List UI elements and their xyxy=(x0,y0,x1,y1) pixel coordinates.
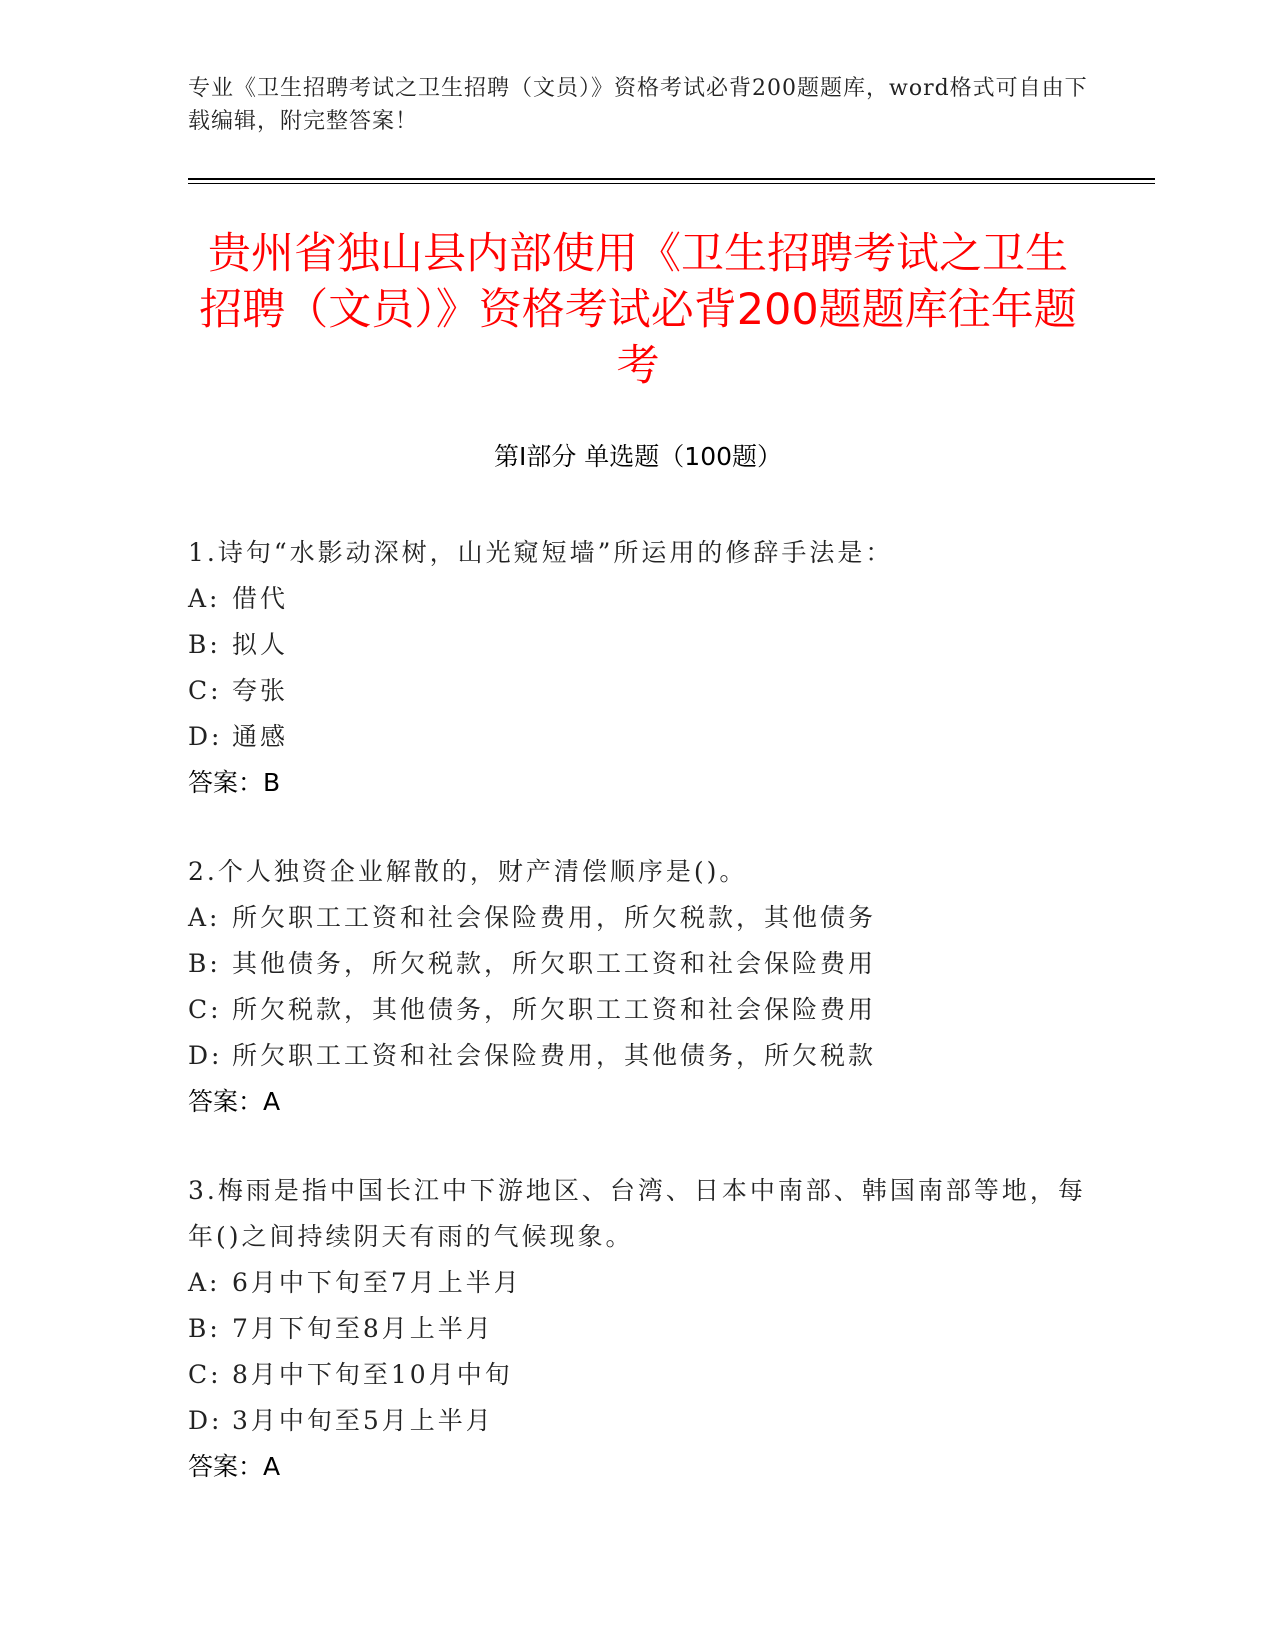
header-divider-thick xyxy=(188,178,1155,180)
option-a xyxy=(188,1260,1098,1306)
option-letter: D: xyxy=(188,722,223,751)
question-stem: 3.梅雨是指中国长江中下游地区、台湾、日本中南部、韩国南部等地，每年()之间持续阴天有雨的气候现象。 xyxy=(188,1176,1086,1251)
answer-line: 答案：A xyxy=(188,1087,281,1116)
option-text: 6月中下旬至7月上半月 xyxy=(232,1268,522,1297)
option-text: 3月中旬至5月上半月 xyxy=(232,1406,494,1435)
option-b xyxy=(188,622,1098,668)
option-a xyxy=(188,576,1098,622)
question-2 xyxy=(188,849,1098,1125)
question-stem: 1.诗句“水影动深树，山光窥短墙”所运用的修辞手法是： xyxy=(188,538,894,567)
option-text: 其他债务，所欠税款，所欠职工工资和社会保险费用 xyxy=(232,949,877,978)
option-letter: D: xyxy=(188,1041,223,1070)
option-text: 夸张 xyxy=(232,676,289,705)
option-letter: B: xyxy=(188,949,221,978)
option-letter: C: xyxy=(188,1360,222,1389)
answer-line: 答案：B xyxy=(188,768,281,797)
option-text: 所欠职工工资和社会保险费用，其他债务，所欠税款 xyxy=(232,1041,877,1070)
option-text: 借代 xyxy=(232,584,289,613)
question-stem: 2.个人独资企业解散的，财产清偿顺序是()。 xyxy=(188,857,748,886)
option-letter: D: xyxy=(188,1406,223,1435)
option-b xyxy=(188,941,1098,987)
option-letter: C: xyxy=(188,995,222,1024)
option-letter: C: xyxy=(188,676,222,705)
question-3 xyxy=(188,1168,1098,1490)
answer-line: 答案：A xyxy=(188,1452,281,1481)
question-list xyxy=(188,530,1098,1533)
option-d xyxy=(188,1033,1098,1079)
option-text: 8月中下旬至10月中旬 xyxy=(232,1360,513,1389)
option-letter: A: xyxy=(188,1268,221,1297)
option-d xyxy=(188,1398,1098,1444)
option-a xyxy=(188,895,1098,941)
option-text: 通感 xyxy=(232,722,289,751)
option-text: 拟人 xyxy=(232,630,289,659)
option-c xyxy=(188,1352,1098,1398)
option-c xyxy=(188,987,1098,1033)
option-c xyxy=(188,668,1098,714)
option-letter: A: xyxy=(188,903,221,932)
option-text: 所欠税款，其他债务，所欠职工工资和社会保险费用 xyxy=(232,995,877,1024)
question-1 xyxy=(188,530,1098,806)
option-letter: B: xyxy=(188,1314,221,1343)
option-d xyxy=(188,714,1098,760)
option-letter: B: xyxy=(188,630,221,659)
option-text: 所欠职工工资和社会保险费用，所欠税款，其他债务 xyxy=(232,903,877,932)
section-title: 第I部分 单选题（100题） xyxy=(493,442,783,471)
option-text: 7月下旬至8月上半月 xyxy=(232,1314,494,1343)
option-b xyxy=(188,1306,1098,1352)
header-note: 专业《卫生招聘考试之卫生招聘（文员）》资格考试必背200题题库，word格式可自由下载编辑，附完整答案！ xyxy=(188,76,1088,134)
option-letter: A: xyxy=(188,584,221,613)
header-divider-thin xyxy=(188,183,1155,184)
document-title: 贵州省独山县内部使用《卫生招聘考试之卫生招聘（文员）》资格考试必背200题题库往年题考 xyxy=(199,229,1077,391)
